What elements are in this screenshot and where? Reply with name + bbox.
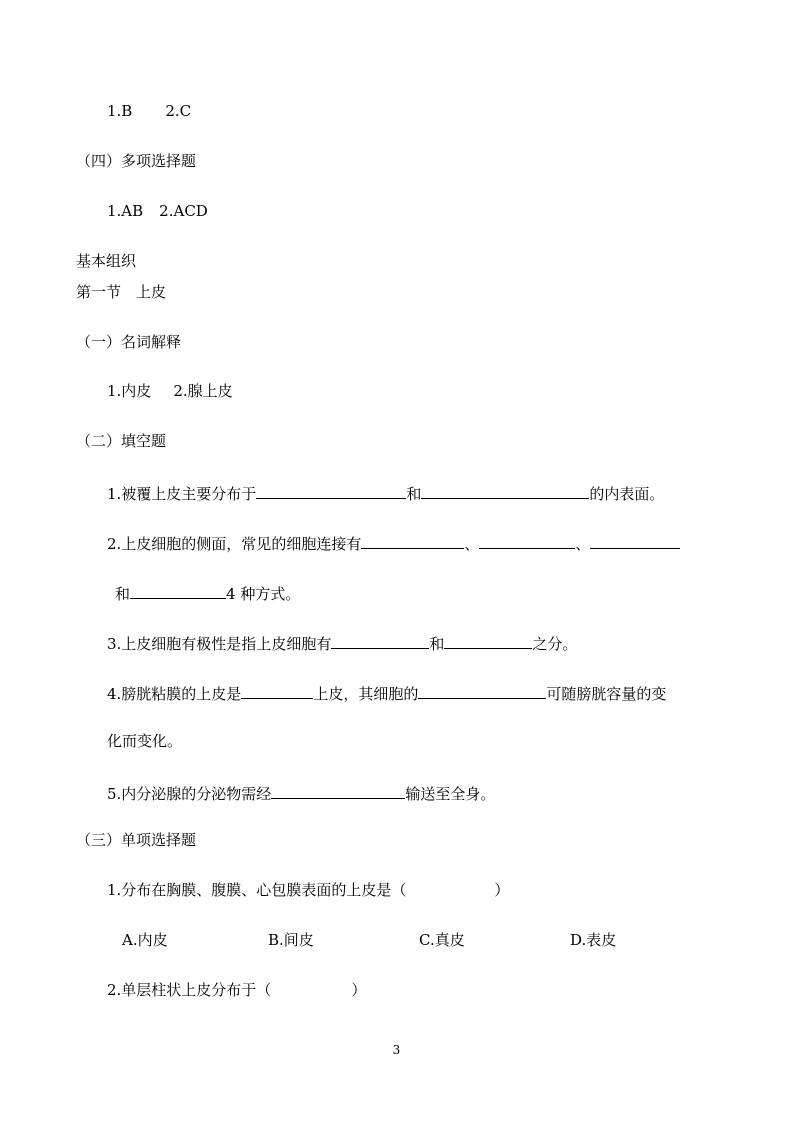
page-number: 3 bbox=[392, 1043, 401, 1057]
section-heading: （四）多项选择题 bbox=[76, 152, 197, 170]
term-list bbox=[107, 381, 233, 401]
answer-blank[interactable] bbox=[421, 481, 589, 499]
question-text: 1.被覆上皮主要分布于 bbox=[107, 485, 257, 503]
question-text: 可随膀胱容量的变 bbox=[546, 685, 667, 703]
fill-question-5 bbox=[107, 781, 495, 804]
question-text: 5.内分泌腺的分泌物需经 bbox=[107, 785, 272, 803]
fill-question-4-cont: 化而变化。 bbox=[107, 732, 183, 750]
option-b[interactable]: B.间皮 bbox=[268, 931, 314, 949]
question-text: 输送至全身。 bbox=[405, 785, 496, 803]
answer-line-single bbox=[107, 101, 191, 121]
fill-question-4 bbox=[107, 681, 666, 704]
option-a[interactable]: A.内皮 bbox=[122, 931, 168, 949]
question-text: 、 bbox=[575, 535, 591, 553]
question-text: 和 bbox=[429, 635, 445, 653]
answer-blank[interactable] bbox=[590, 531, 680, 549]
answer-line-multi bbox=[107, 201, 208, 221]
section-heading: （三）单项选择题 bbox=[76, 831, 197, 849]
question-text: 2.上皮细胞的侧面，常见的细胞连接有 bbox=[107, 535, 362, 553]
answer-item: 1.B bbox=[107, 102, 133, 120]
question-text: 和 bbox=[406, 485, 422, 503]
answer-blank[interactable] bbox=[331, 631, 429, 649]
fill-question-1 bbox=[107, 481, 664, 504]
section-heading: （二）填空题 bbox=[76, 432, 167, 450]
question-text: 和 bbox=[115, 585, 131, 603]
question-text: 3.上皮细胞有极性是指上皮细胞有 bbox=[107, 635, 332, 653]
section-heading: （一）名词解释 bbox=[76, 333, 182, 351]
question-text: 的内表面。 bbox=[589, 485, 665, 503]
question-text: 之分。 bbox=[532, 635, 578, 653]
answer-blank[interactable] bbox=[256, 481, 406, 499]
question-text: 1.分布在胸膜、腹膜、心包膜表面的上皮是（ bbox=[107, 881, 407, 899]
question-text: 上皮，其细胞的 bbox=[313, 685, 419, 703]
question-text: ） bbox=[494, 881, 510, 899]
choice-question-1 bbox=[107, 880, 509, 900]
fill-question-2 bbox=[107, 531, 680, 554]
choice-question-2 bbox=[107, 980, 366, 1000]
chapter-title: 基本组织 bbox=[76, 252, 137, 270]
answer-blank[interactable] bbox=[418, 681, 546, 699]
answer-item: 2.C bbox=[165, 102, 192, 120]
term-item: 2.腺上皮 bbox=[173, 382, 233, 400]
answer-blank[interactable] bbox=[361, 531, 464, 549]
answer-blank[interactable] bbox=[130, 581, 226, 599]
section-title: 第一节 上皮 bbox=[76, 283, 167, 301]
answer-blank[interactable] bbox=[271, 781, 405, 799]
question-text: 、 bbox=[464, 535, 480, 553]
answer-item: 2.ACD bbox=[159, 202, 208, 220]
fill-question-2-cont bbox=[115, 581, 300, 604]
question-text: 4 种方式。 bbox=[226, 585, 301, 603]
term-item: 1.内皮 bbox=[107, 382, 152, 400]
answer-blank[interactable] bbox=[479, 531, 575, 549]
question-text: ） bbox=[351, 981, 367, 999]
option-c[interactable]: C.真皮 bbox=[419, 931, 465, 949]
question-text: 2.单层柱状上皮分布于（ bbox=[107, 981, 272, 999]
answer-item: 1.AB bbox=[107, 202, 144, 220]
option-d[interactable]: D.表皮 bbox=[570, 931, 617, 949]
question-text: 4.膀胱粘膜的上皮是 bbox=[107, 685, 242, 703]
answer-blank[interactable] bbox=[241, 681, 313, 699]
fill-question-3 bbox=[107, 631, 577, 654]
answer-blank[interactable] bbox=[444, 631, 532, 649]
